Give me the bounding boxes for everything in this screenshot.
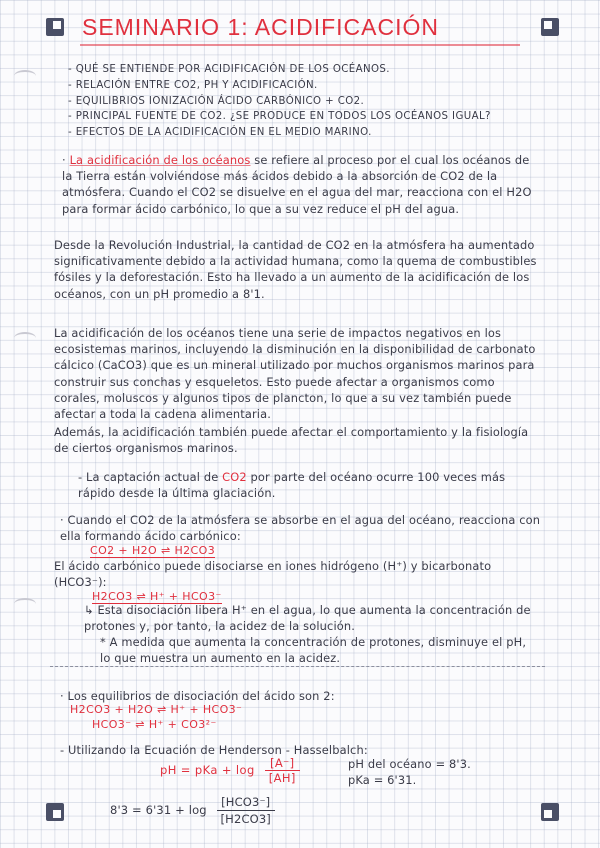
binder-ring bbox=[14, 332, 36, 344]
paragraph-absorption: · Cuando el CO2 de la atmósfera se absorbe en el agua del océano, reacciona con ella formando ácido carbónico: bbox=[60, 513, 541, 544]
paragraph-henderson: - Utilizando la Ecuación de Henderson - Hasselbalch: bbox=[60, 743, 368, 757]
intro-paragraph bbox=[62, 152, 540, 217]
dash: - bbox=[78, 470, 83, 484]
paragraph-equilibria: · Los equilibrios de disociación del ácido son 2: bbox=[60, 689, 335, 703]
equation-text: H2CO3 + H2O ⇌ H⁺ + HCO3⁻ bbox=[70, 703, 243, 716]
corner-mark-icon bbox=[46, 803, 64, 821]
intro-text: se refiere al proceso por el cual los océanos de la Tierra están volviéndose más ácidos debido a la absorción de CO2 de la atmósfera. Cuando el CO2 se disuelve en el agua del mar, reacciona con el H2O para formar ácido carbónico, lo que a su vez reduce el pH del agua. bbox=[62, 153, 532, 216]
binder-ring bbox=[14, 598, 36, 610]
page-title: SEMINARIO 1: ACIDIFICACIÓN bbox=[82, 14, 439, 40]
paragraph-co2-uptake bbox=[78, 469, 536, 501]
numerator: [HCO3⁻] bbox=[217, 794, 275, 811]
equation-carbonic-acid bbox=[90, 544, 215, 557]
paragraph-dissociation: El ácido carbónico puede disociarse en iones hidrógeno (H⁺) y bicarbonato (HCO3⁻): bbox=[54, 559, 492, 590]
equation-equilibrium-1 bbox=[70, 703, 242, 716]
denominator: [AH] bbox=[268, 771, 296, 785]
topic-item: - RELACIÓN ENTRE CO2, PH Y ACIDIFICACIÓN. bbox=[68, 78, 491, 94]
corner-mark-icon bbox=[541, 803, 559, 821]
bullet: · bbox=[62, 153, 66, 167]
topic-item: - PRINCIPAL FUENTE DE CO2. ¿SE PRODUCE EN TODOS LOS OCÉANOS IGUAL? bbox=[68, 109, 491, 125]
corner-mark-icon bbox=[46, 18, 64, 36]
equation-text: 8'3 = 6'31 + log bbox=[110, 803, 207, 818]
title-underline bbox=[80, 44, 520, 46]
henderson-equation bbox=[160, 756, 300, 785]
paragraph-industrial-revolution: Desde la Revolución Industrial, la cantidad de CO2 en la atmósfera ha aumentado significativamente debido a la actividad humana, como la quema de combustibles fósiles y la deforestación. Esto ha llevado a un aumento de la acidificación de los océanos, con un pH promedio a 8'1. bbox=[54, 238, 537, 301]
corner-mark-icon bbox=[541, 18, 559, 36]
denominator: [H2CO3] bbox=[220, 812, 271, 827]
highlighted-term: La acidificación de los océanos bbox=[69, 153, 251, 167]
paragraph-impacts: La acidificación de los océanos tiene una serie de impactos negativos en los ecosistemas marinos, incluyendo la disminución en la disponibilidad de carbonato cálcico (CaCO3) que es un mineral utilizado por muchos organismos marinos para construir sus conchas y esqueletos. Esto puede afectar a organismos como corales, moluscos y algunos tipos de plancton, lo que a su vez también puede afectar a toda la cadena alimentaria. bbox=[54, 326, 536, 422]
equation-text: H2CO3 ⇌ H⁺ + HCO3⁻ bbox=[92, 590, 222, 603]
ph-given: pH del océano = 8'3. bbox=[348, 757, 471, 771]
equation-text: CO2 + H2O ⇌ H2CO3 bbox=[90, 544, 216, 557]
pka-given: pKa = 6'31. bbox=[348, 773, 417, 787]
equation-equilibrium-2 bbox=[92, 718, 217, 731]
topic-item: - EQUILIBRIOS IONIZACIÓN ÁCIDO CARBÓNICO + CO2. bbox=[68, 94, 491, 110]
text: por parte del océano ocurre 100 veces más rápido desde la última glaciación. bbox=[78, 470, 506, 501]
calculation bbox=[110, 794, 275, 827]
note-ph: * A medida que aumenta la concentración de protones, disminuye el pH, lo que muestra un aumento en la acidez. bbox=[100, 635, 527, 666]
section-divider bbox=[50, 666, 545, 667]
numerator: [A⁻] bbox=[265, 756, 300, 771]
paragraph-behaviour: Además, la acidificación también puede afectar el comportamiento y la fisiología de ciertos organismos marinos. bbox=[54, 425, 529, 456]
text: La captación actual de bbox=[86, 470, 223, 484]
note-dissociation: ↳ Esta disociación libera H⁺ en el agua, lo que aumenta la concentración de protones y, por tanto, la acidez de la solución. bbox=[84, 603, 531, 634]
topic-item: - QUÉ SE ENTIENDE POR ACIDIFICACIÓN DE LOS OCÉANOS. bbox=[68, 62, 491, 78]
equation-text: pH = pKa + log bbox=[160, 763, 255, 777]
topic-list bbox=[68, 62, 491, 141]
binder-ring bbox=[14, 70, 36, 82]
fraction bbox=[217, 794, 275, 827]
equation-text: HCO3⁻ ⇌ H⁺ + CO3²⁻ bbox=[92, 718, 217, 731]
fraction bbox=[265, 756, 300, 785]
topic-item: - EFECTOS DE LA ACIDIFICACIÓN EN EL MEDIO MARINO. bbox=[68, 125, 491, 141]
co2-highlight: CO2 bbox=[222, 470, 247, 484]
